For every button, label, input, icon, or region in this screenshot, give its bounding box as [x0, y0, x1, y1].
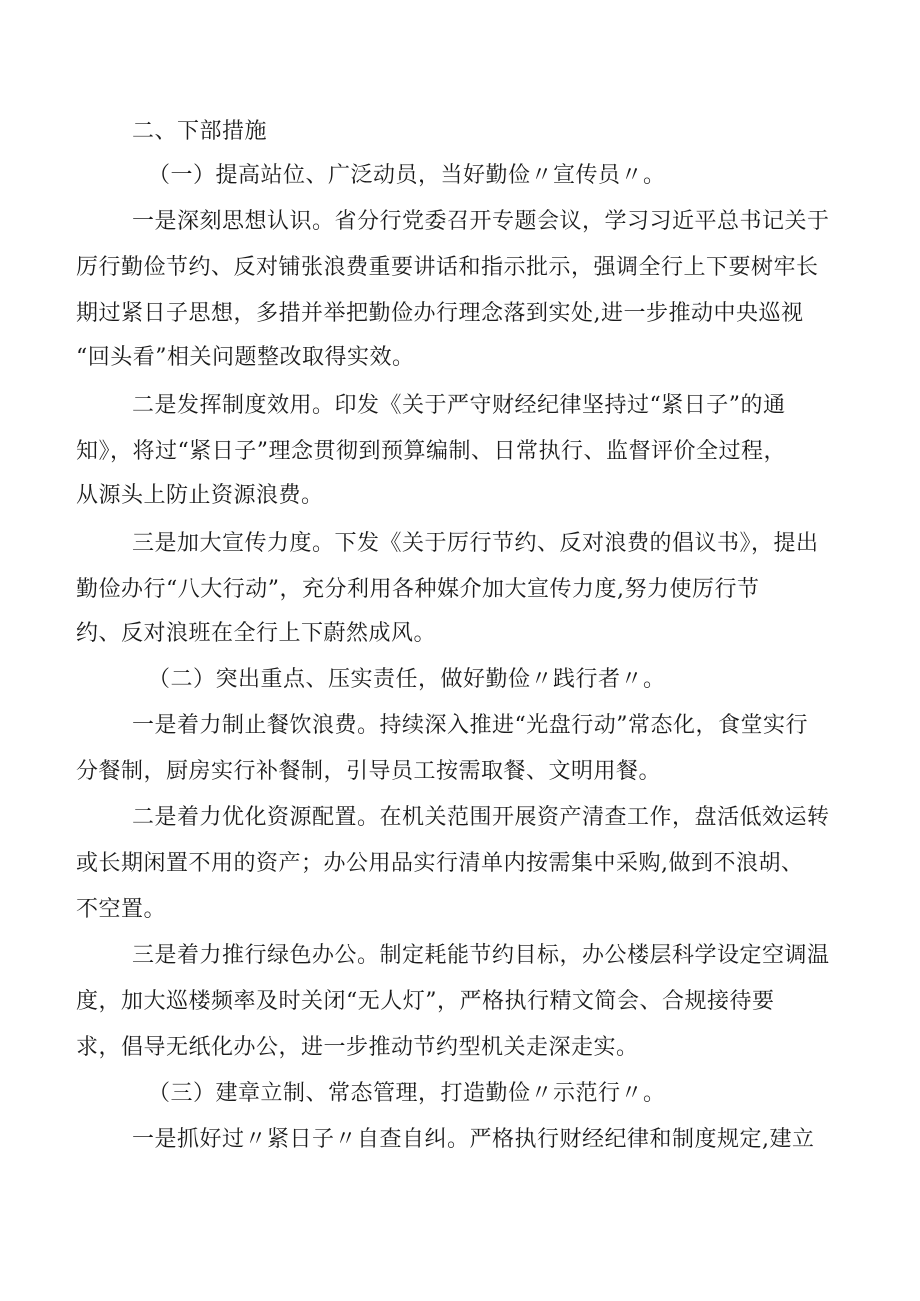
- subsection-heading: （一）提高站位、广泛动员，当好勤俭〃宣传员〃。: [148, 163, 666, 188]
- paragraph-line: 二是发挥制度效用。印发《关于严守财经纪律坚持过“紧日子”的通: [132, 393, 786, 418]
- paragraph-line: 勤俭办行“八大行动”，充分利用各种媒介加大宣传力度,努力使厉行节: [76, 577, 760, 602]
- paragraph-line: 一是着力制止餐饮浪费。持续深入推进“光盘行动”常态化，食堂实行: [132, 713, 808, 738]
- paragraph-line: 求，倡导无纸化办公，进一步推动节约型机关走深走实。: [76, 1035, 639, 1060]
- paragraph-line: 一是深刻思想认识。省分行党委召开专题会议，学习习近平总书记关于: [132, 209, 830, 234]
- subsection-heading: （二）突出重点、压实责任，做好勤俭〃践行者〃。: [148, 667, 666, 692]
- paragraph-line: 分餐制，厨房实行补餐制，引导员工按需取餐、文明用餐。: [76, 759, 662, 784]
- paragraph-line: 期过紧日子思想，多措并举把勤俭办行理念落到实处,进一步推动中央巡视: [76, 301, 804, 326]
- paragraph-line: 知》，将过“紧日子”理念贯彻到预算编制、日常执行、监督评价全过程，: [76, 439, 786, 464]
- paragraph-line: 一是抓好过〃紧日子〃自查自纠。严格执行财经纪律和制度规定,建立: [132, 1127, 815, 1152]
- paragraph-line: 不空置。: [76, 897, 167, 922]
- paragraph-line: 二是着力优化资源配置。在机关范围开展资产清查工作，盘活低效运转: [132, 805, 830, 830]
- subsection-heading: （三）建章立制、常态管理，打造勤俭〃示范行〃。: [148, 1081, 666, 1106]
- section-heading: 二、下部措施: [132, 119, 268, 144]
- paragraph-line: 三是着力推行绿色办公。制定耗能节约目标，办公楼层科学设定空调温: [132, 943, 830, 968]
- paragraph-line: 三是加大宣传力度。下发《关于厉行节约、反对浪费的倡议书》，提出: [132, 531, 819, 556]
- paragraph-line: “回头看”相关问题整改取得实效。: [76, 345, 415, 370]
- paragraph-line: 厉行勤俭节约、反对铺张浪费重要讲话和指示批示，强调全行上下要树牢长: [76, 255, 819, 280]
- paragraph-line: 度，加大巡楼频率及时关闭“无人灯”，严格执行精文简会、合规接待要: [76, 989, 775, 1014]
- paragraph-line: 从源头上防止资源浪费。: [76, 483, 324, 508]
- paragraph-line: 或长期闲置不用的资产；办公用品实行清单内按需集中采购,做到不浪胡、: [76, 851, 804, 876]
- paragraph-line: 约、反对浪班在全行上下蔚然成风。: [76, 621, 437, 646]
